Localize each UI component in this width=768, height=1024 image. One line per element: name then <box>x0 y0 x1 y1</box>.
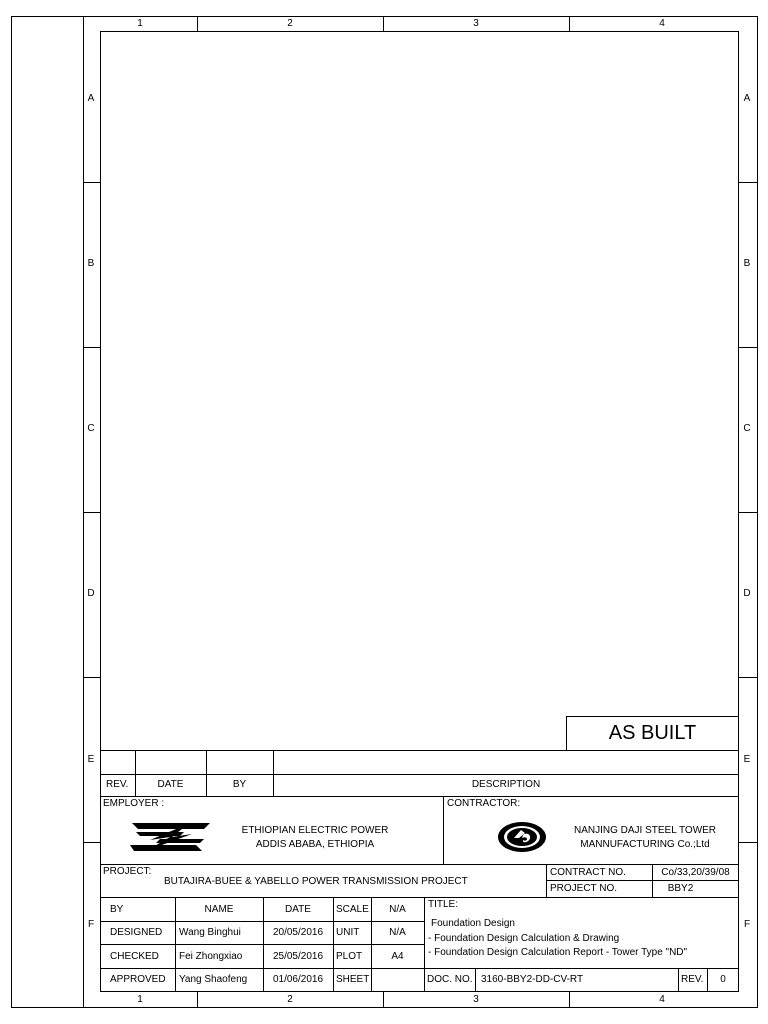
employer-row-bottom <box>100 864 739 865</box>
row-zone-label: D <box>87 588 95 599</box>
zone-divider <box>569 16 570 31</box>
zone-divider <box>83 347 100 348</box>
title-line3: - Foundation Design Calculation Report - Tower Type "ND" <box>428 947 688 958</box>
revision-description-header: DESCRIPTION <box>471 779 541 790</box>
row-zone-label: B <box>743 258 751 269</box>
project-no-value: BBY2 <box>667 883 694 894</box>
row-zone-label: F <box>87 919 95 930</box>
project-row-bottom <box>100 897 739 898</box>
column-zone-label: 4 <box>659 994 665 1005</box>
contractor-name-line1: NANJING DAJI STEEL TOWER <box>573 825 717 836</box>
zone-divider <box>83 842 100 843</box>
zone-divider <box>83 182 100 183</box>
signoff-role: CHECKED <box>110 951 159 962</box>
signoff-date-header: DATE <box>285 904 311 915</box>
column-zone-label: 1 <box>137 994 143 1005</box>
zone-divider <box>383 992 384 1008</box>
column-zone-label: 3 <box>473 994 479 1005</box>
zone-divider <box>739 842 758 843</box>
signoff-row-divider <box>100 921 424 922</box>
lightning-bolt-logo-icon <box>130 820 212 854</box>
title-line2: - Foundation Design Calculation & Drawing <box>428 933 620 944</box>
signoff-date: 01/06/2016 <box>272 974 324 985</box>
column-zone-label: 1 <box>137 18 143 29</box>
contractor-name-line2: MANNUFACTURING Co.;Ltd <box>580 839 710 850</box>
row-zone-label: B <box>87 258 95 269</box>
signoff-row-divider <box>100 944 424 945</box>
signoff-role: DESIGNED <box>110 927 163 938</box>
column-zone-label: 2 <box>287 994 293 1005</box>
signoff-name: Fei Zhongxiao <box>179 951 243 962</box>
zone-divider <box>83 677 100 678</box>
row-zone-label: A <box>743 93 751 104</box>
signoff-role: APPROVED <box>110 974 166 985</box>
row-zone-label: C <box>743 423 751 434</box>
plot-value: A4 <box>391 951 404 962</box>
revision-by-header: BY <box>232 779 247 790</box>
row-zone-label: A <box>87 93 95 104</box>
column-zone-label: 2 <box>287 18 293 29</box>
doc-no-value: 3160-BBY2-DD-CV-RT <box>481 974 584 985</box>
sheet-label: SHEET <box>336 974 370 985</box>
zone-divider <box>569 992 570 1008</box>
revision-row-top <box>100 750 739 751</box>
circular-emblem-logo-icon <box>497 821 547 853</box>
plot-label: PLOT <box>336 951 363 962</box>
contract-no-label: CONTRACT NO. <box>550 867 626 878</box>
row-zone-label: F <box>743 919 751 930</box>
doc-col-divider <box>678 968 679 992</box>
column-zone-label: 3 <box>473 18 479 29</box>
zone-divider <box>383 16 384 31</box>
signoff-name: Wang Binghui <box>179 927 241 938</box>
scale-value: N/A <box>389 904 406 915</box>
column-zone-label: 4 <box>659 18 665 29</box>
revision-row-mid <box>100 774 739 775</box>
signoff-name-header: NAME <box>204 904 234 915</box>
unit-label: UNIT <box>336 927 360 938</box>
revision-date-header: DATE <box>157 779 184 790</box>
zone-divider <box>197 16 198 31</box>
signoff-date: 25/05/2016 <box>272 951 324 962</box>
project-label: PROJECT: <box>103 866 152 877</box>
doc-rev-value: 0 <box>720 974 726 985</box>
zone-divider <box>739 512 758 513</box>
zone-divider <box>197 992 198 1008</box>
signoff-date: 20/05/2016 <box>272 927 324 938</box>
employer-contractor-divider <box>443 796 444 864</box>
contractor-label: CONTRACTOR: <box>447 798 521 809</box>
title-label: TITLE: <box>428 899 459 910</box>
contract-no-value: Co/33,20/39/08 <box>661 867 730 878</box>
revision-rev-header: REV. <box>106 779 129 790</box>
title-line1: Foundation Design <box>431 918 515 929</box>
zone-divider <box>739 677 758 678</box>
row-zone-label: D <box>743 588 751 599</box>
row-zone-label: E <box>743 754 751 765</box>
employer-location: ADDIS ABABA, ETHIOPIA <box>255 839 375 850</box>
unit-value: N/A <box>389 927 406 938</box>
signoff-col-divider <box>424 897 425 992</box>
doc-col-divider <box>475 968 476 992</box>
signoff-by-header: BY <box>110 904 124 915</box>
as-built-text: AS BUILT <box>608 722 697 744</box>
row-zone-label: C <box>87 423 95 434</box>
doc-rev-label: REV. <box>681 974 704 985</box>
zone-divider <box>739 347 758 348</box>
signoff-row-divider <box>100 968 739 969</box>
revision-row-bottom <box>100 796 739 797</box>
doc-no-label: DOC. NO. <box>427 974 473 985</box>
row-zone-label: E <box>87 754 95 765</box>
signoff-name: Yang Shaofeng <box>179 974 248 985</box>
project-numbers-mid <box>546 880 739 881</box>
employer-label: EMPLOYER : <box>103 798 165 809</box>
scale-label: SCALE <box>336 904 369 915</box>
zone-divider <box>739 182 758 183</box>
employer-name: ETHIOPIAN ELECTRIC POWER <box>241 825 389 836</box>
zone-divider <box>83 512 100 513</box>
project-name: BUTAJIRA-BUEE & YABELLO POWER TRANSMISSION PROJECT <box>164 876 468 887</box>
project-no-label: PROJECT NO. <box>550 883 618 894</box>
